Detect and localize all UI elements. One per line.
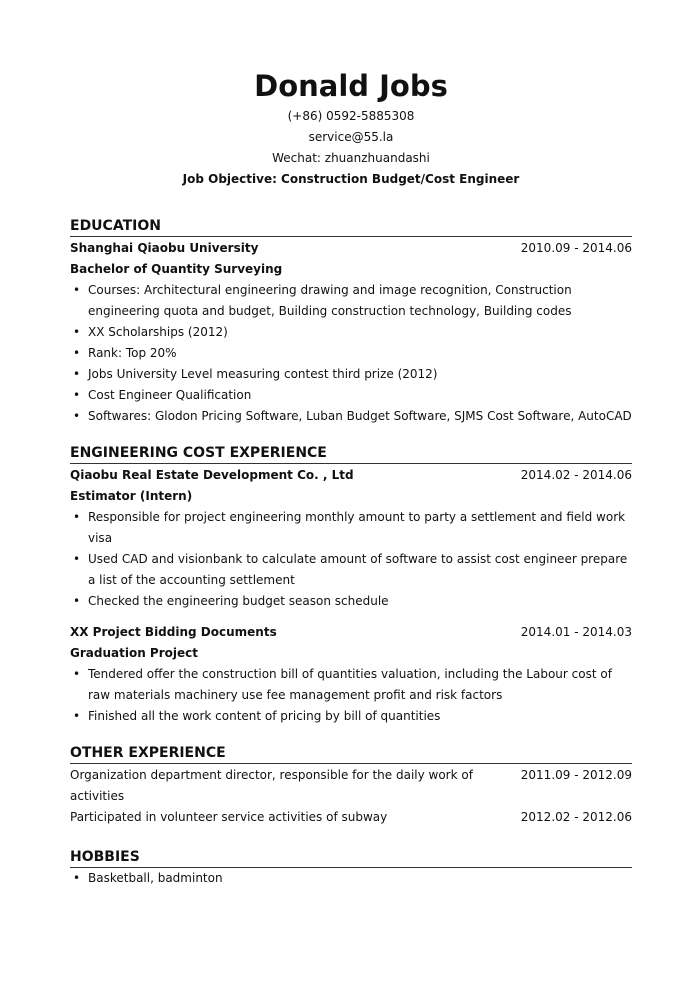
list-item: • Responsible for project engineering monthly amount to party a settlement and field work visa <box>70 507 632 549</box>
job-duties-list <box>70 507 632 612</box>
list-item: • Tendered offer the construction bill of quantities valuation, including the Labour cost of raw materials machinery use fee management profit and risk factors <box>70 664 632 706</box>
bullet-icon: • <box>73 510 81 524</box>
job-row <box>70 622 632 643</box>
list-item: • XX Scholarships (2012) <box>70 322 632 343</box>
list-item: • Used CAD and visionbank to calculate amount of software to assist cost engineer prepare a list of the accounting settlement <box>70 549 632 591</box>
degree: Bachelor of Quantity Surveying <box>70 262 283 276</box>
list-item: • Basketball, badminton <box>70 868 632 889</box>
bullet-icon: • <box>73 871 81 885</box>
list-item: • Courses: Architectural engineering drawing and image recognition, Construction engineering quota and budget, Building construction technology, Building codes <box>70 280 632 322</box>
section-title: EDUCATION <box>70 217 632 237</box>
bullet-icon: • <box>73 325 81 339</box>
section-title: ENGINEERING COST EXPERIENCE <box>70 444 632 464</box>
resume-page <box>70 0 632 889</box>
hobbies-list <box>70 868 632 889</box>
wechat-id: Wechat: zhuanzhuandashi <box>272 151 430 165</box>
school-name: Shanghai Qiaobu University <box>70 241 259 255</box>
other-experience-section <box>70 744 632 828</box>
section-title: OTHER EXPERIENCE <box>70 744 632 764</box>
bullet-icon: • <box>73 283 81 297</box>
bullet-icon: • <box>73 388 81 402</box>
activity-text: Participated in volunteer service activities of subway <box>70 810 388 824</box>
education-section <box>70 217 632 427</box>
list-item: • Rank: Top 20% <box>70 343 632 364</box>
bullet-icon: • <box>73 346 81 360</box>
list-item: • Cost Engineer Qualification <box>70 385 632 406</box>
phone-number: (+86) 0592-5885308 <box>287 109 415 123</box>
education-list <box>70 280 632 427</box>
experience-section <box>70 444 632 727</box>
bullet-icon: • <box>73 709 81 723</box>
email-address: service@55.la <box>308 130 394 144</box>
job-role: Estimator (Intern) <box>70 489 193 503</box>
bullet-icon: • <box>73 594 81 608</box>
education-dates: 2010.09 - 2014.06 <box>520 241 632 255</box>
list-item: • Finished all the work content of pricing by bill of quantities <box>70 706 632 727</box>
list-item: • Softwares: Glodon Pricing Software, Luban Budget Software, SJMS Cost Software, AutoCAD <box>70 406 632 427</box>
activity-text: Organization department director, responsible for the daily work of activities <box>70 768 473 803</box>
candidate-name: Donald Jobs <box>254 69 448 103</box>
hobbies-section <box>70 848 632 889</box>
activity-dates: 2011.09 - 2012.09 <box>520 768 632 782</box>
job-row <box>70 465 632 486</box>
other-row <box>70 765 632 807</box>
job-dates: 2014.01 - 2014.03 <box>520 625 632 639</box>
education-row <box>70 238 632 259</box>
bullet-icon: • <box>73 667 81 681</box>
company-name: Qiaobu Real Estate Development Co. , Ltd <box>70 468 354 482</box>
activity-dates: 2012.02 - 2012.06 <box>520 810 632 824</box>
job-objective: Job Objective: Construction Budget/Cost Engineer <box>182 172 520 186</box>
resume-header <box>70 0 632 190</box>
bullet-icon: • <box>73 409 81 423</box>
bullet-icon: • <box>73 552 81 566</box>
job-duties-list <box>70 664 632 727</box>
job-dates: 2014.02 - 2014.06 <box>520 468 632 482</box>
list-item: • Jobs University Level measuring contest third prize (2012) <box>70 364 632 385</box>
other-row <box>70 807 632 828</box>
section-title: HOBBIES <box>70 848 632 868</box>
bullet-icon: • <box>73 367 81 381</box>
job-role: Graduation Project <box>70 646 198 660</box>
list-item: • Checked the engineering budget season schedule <box>70 591 632 612</box>
company-name: XX Project Bidding Documents <box>70 625 277 639</box>
